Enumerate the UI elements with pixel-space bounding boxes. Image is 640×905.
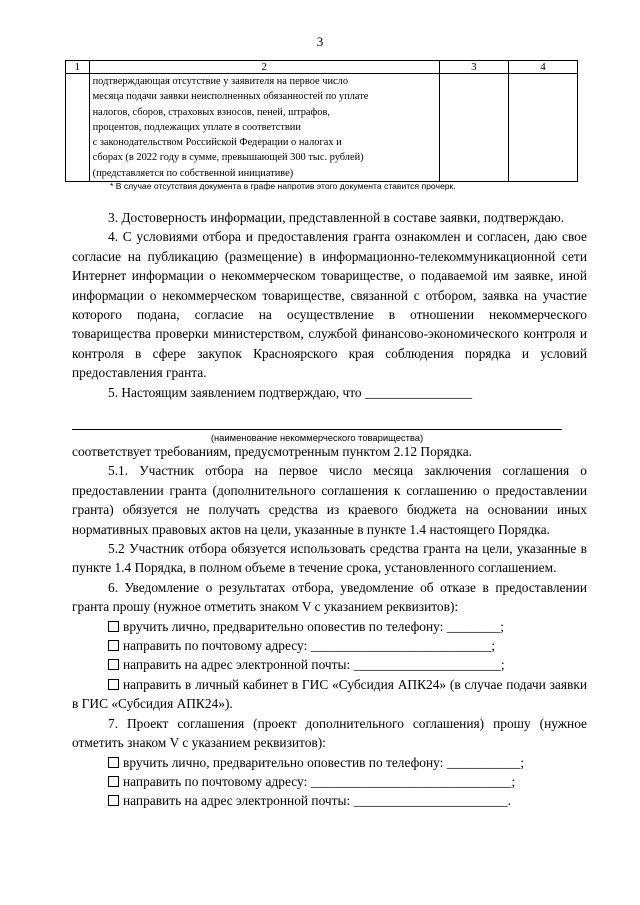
option-text: направить по почтовому адресу: ___________________________; bbox=[123, 638, 496, 654]
cell-line: подтверждающая отсутствие у заявителя на первое число bbox=[92, 76, 349, 87]
section-3-4 bbox=[72, 208, 587, 402]
table-header-4: 4 bbox=[508, 61, 577, 74]
cell-line: месяца подачи заявки неисполненных обязанностей по уплате bbox=[92, 91, 369, 103]
paragraph-5-1: 5.1. Участник отбора на первое число месяца заключения соглашения о предоставлении гранта (дополнительного соглашения к соглашению о предоставлении гранта) обязуется не получать средства из краевого бюджета на основании иных нормативных правовых актов на цели, указанные в пункте 1.4 настоящего Порядка. bbox=[72, 463, 587, 537]
table-header-3: 3 bbox=[439, 61, 508, 74]
option-line bbox=[72, 655, 587, 674]
checkbox[interactable] bbox=[108, 640, 119, 651]
table-cell-4 bbox=[508, 74, 577, 182]
cell-line: процентов, подлежащих уплате в соответствии bbox=[92, 121, 301, 133]
paragraph-5: 5. Настоящим заявлением подтверждаю, что ________________ bbox=[108, 384, 473, 400]
page-number: 3 bbox=[316, 34, 324, 49]
paragraph-4: 4. С условиями отбора и предоставления гранта ознакомлен и согласен, даю свое согласие на публикацию (размещение) в информационно-телекоммуникационной сети Интернет информации о некоммерческом товариществе, о подаваемой им заявке, иной информации о некоммерческом товариществе, связанной с отбором, заявка на участие которого подана, согласие на осуществление в отношении некоммерческого товарищества проверки министерством, службой финансово-экономического контроля и контроля в сфере закупок Красноярского края соблюдения порядка и условий предоставления гранта. bbox=[72, 229, 587, 381]
documents-table bbox=[65, 60, 578, 182]
table-row bbox=[66, 74, 578, 182]
option-text: вручить лично, предварительно оповестив по телефону: ___________; bbox=[123, 754, 525, 770]
checkbox[interactable] bbox=[108, 659, 119, 670]
option-line bbox=[72, 772, 587, 791]
option-text: направить на адрес электронной почты: _______________________. bbox=[123, 793, 511, 809]
paragraph-5-2: 5.2 Участник отбора обязуется использовать средства гранта на цели, указанные в пункте 1.4 Порядка, в полном объеме в течение срока, установленного соглашением. bbox=[72, 541, 587, 576]
paragraph-7: 7. Проект соглашения (проект дополнительного соглашения) прошу (нужное отметить знаком V с указанием реквизитов): bbox=[72, 715, 587, 751]
table-footnote: * В случае отсутствия документа в графе напротив этого документа ставится прочерк. bbox=[110, 181, 456, 191]
table-cell-1 bbox=[66, 74, 90, 182]
option-text: направить в личный кабинет в ГИС «Субсидия АПК24» (в случае подачи заявки в ГИС «Субсидия АПК24»). bbox=[72, 676, 587, 712]
option-line bbox=[72, 617, 587, 636]
checkbox[interactable] bbox=[108, 757, 119, 768]
paragraph-3: 3. Достоверность информации, представленной в составе заявки, подтверждаю. bbox=[108, 210, 565, 225]
option-line bbox=[72, 791, 587, 810]
option-line bbox=[72, 753, 587, 772]
table-cell-3 bbox=[439, 74, 508, 182]
option-text: направить на адрес электронной почты: ______________________; bbox=[123, 657, 505, 673]
option-text: вручить лично, предварительно оповестив по телефону: ________; bbox=[123, 618, 504, 634]
table-header-row bbox=[66, 61, 578, 74]
cell-line: с законодательством Российской Федерации о налогах и bbox=[92, 137, 342, 149]
paragraph-6: 6. Уведомление о результатах отбора, уведомление об отказе в предоставлении гранта прошу (нужное отметить знаком V с указанием реквизитов): bbox=[72, 579, 587, 615]
section-5-7 bbox=[72, 442, 587, 811]
cell-line: сборах (в 2022 году в сумме, превышающей 300 тыс. рублей) bbox=[92, 152, 364, 164]
table-header-2: 2 bbox=[89, 61, 439, 74]
org-name-caption: (наименование некоммерческого товарищества) bbox=[72, 429, 562, 443]
table-header-1: 1 bbox=[66, 61, 90, 74]
option-text: направить по почтовому адресу: ______________________________; bbox=[123, 773, 516, 789]
cell-line: налогов, сборов, страховых взносов, пеней, штрафов, bbox=[92, 106, 330, 118]
option-line bbox=[72, 636, 587, 655]
paragraph-5-continued: соответствует требованиям, предусмотренным пунктом 2.12 Порядка. bbox=[72, 444, 473, 459]
checkbox[interactable] bbox=[108, 776, 119, 787]
checkbox[interactable] bbox=[108, 621, 119, 632]
table-cell-2 bbox=[89, 74, 439, 182]
option-line bbox=[72, 675, 587, 714]
checkbox[interactable] bbox=[108, 795, 119, 806]
cell-line: (представляется по собственной инициативе) bbox=[92, 167, 294, 179]
checkbox[interactable] bbox=[108, 679, 119, 690]
